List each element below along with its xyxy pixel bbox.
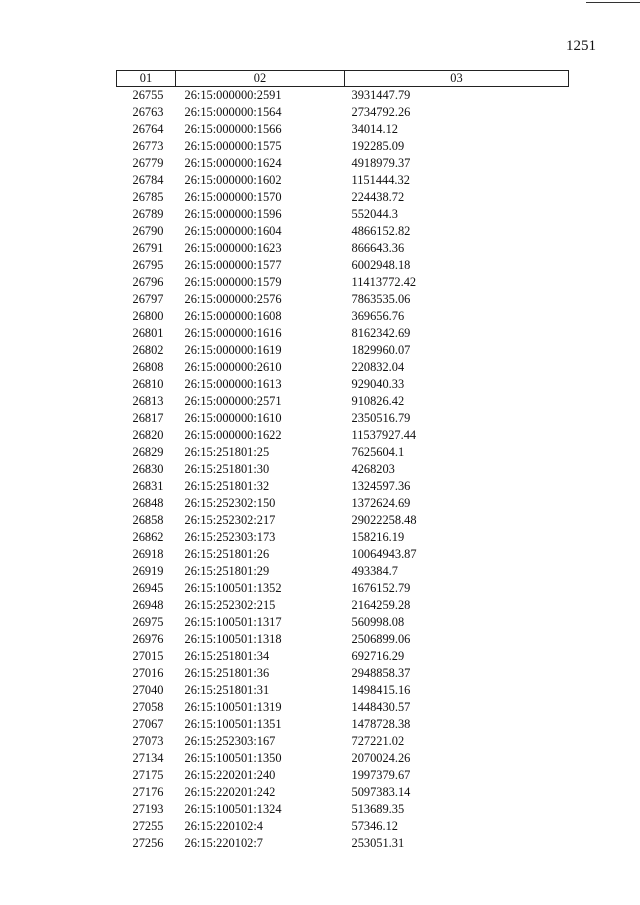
cell-value: 158216.19 (351, 530, 405, 544)
table-row (117, 444, 569, 461)
cell-cadastral-number: 26:15:251801:25 (184, 445, 270, 459)
cell-value: 57346.12 (351, 819, 398, 833)
cell-id: 26975 (132, 615, 164, 629)
table-row (117, 478, 569, 495)
cell-value: 1151444.32 (351, 173, 410, 187)
cell-cadastral-number: 26:15:100501:1318 (184, 632, 282, 646)
cell-value: 727221.02 (351, 734, 405, 748)
table-row (117, 784, 569, 801)
cell-cadastral-number: 26:15:251801:31 (184, 683, 270, 697)
cell-cadastral-number: 26:15:251801:34 (184, 649, 270, 663)
cell-cadastral-number: 26:15:000000:1577 (184, 258, 282, 272)
data-table (116, 70, 569, 852)
cell-cadastral-number: 26:15:252303:173 (184, 530, 276, 544)
cell-cadastral-number: 26:15:000000:1613 (184, 377, 282, 391)
cell-cadastral-number: 26:15:000000:1623 (184, 241, 282, 255)
cell-cadastral-number: 26:15:100501:1319 (184, 700, 282, 714)
cell-cadastral-number: 26:15:220102:7 (184, 836, 263, 850)
cell-id: 26831 (132, 479, 164, 493)
cell-value: 866643.36 (351, 241, 405, 255)
table-row (117, 648, 569, 665)
cell-value: 220832.04 (351, 360, 405, 374)
cell-id: 26790 (132, 224, 164, 238)
cell-value: 692716.29 (351, 649, 405, 663)
table-row (117, 665, 569, 682)
cell-value: 1448430.57 (351, 700, 411, 714)
cell-id: 26763 (132, 105, 164, 119)
table-row (117, 87, 569, 105)
cell-id: 26785 (132, 190, 164, 204)
cell-cadastral-number: 26:15:000000:2576 (184, 292, 282, 306)
cell-id: 27193 (132, 802, 164, 816)
table-row (117, 801, 569, 818)
cell-cadastral-number: 26:15:000000:2591 (184, 88, 282, 102)
cell-id: 26810 (132, 377, 164, 391)
cell-id: 26797 (132, 292, 164, 306)
table-row (117, 546, 569, 563)
cell-id: 26808 (132, 360, 164, 374)
cell-cadastral-number: 26:15:220102:4 (184, 819, 263, 833)
cell-cadastral-number: 26:15:100501:1351 (184, 717, 282, 731)
cell-value: 5097383.14 (351, 785, 411, 799)
table-row (117, 121, 569, 138)
cell-id: 27176 (132, 785, 164, 799)
table-header-row (117, 71, 569, 87)
table-row (117, 580, 569, 597)
cell-cadastral-number: 26:15:100501:1352 (184, 581, 282, 595)
cell-value: 493384.7 (351, 564, 398, 578)
table-row (117, 716, 569, 733)
cell-id: 27134 (132, 751, 164, 765)
cell-cadastral-number: 26:15:100501:1324 (184, 802, 282, 816)
cell-id: 27058 (132, 700, 164, 714)
cell-cadastral-number: 26:15:100501:1317 (184, 615, 282, 629)
cell-id: 27255 (132, 819, 164, 833)
table-row (117, 682, 569, 699)
cell-cadastral-number: 26:15:220201:240 (184, 768, 276, 782)
table-row (117, 512, 569, 529)
table-row (117, 563, 569, 580)
cell-cadastral-number: 26:15:000000:2571 (184, 394, 282, 408)
cell-value: 7863535.06 (351, 292, 411, 306)
cell-id: 26795 (132, 258, 164, 272)
table-row (117, 410, 569, 427)
cell-value: 2070024.26 (351, 751, 411, 765)
cell-id: 26918 (132, 547, 164, 561)
cell-value: 2734792.26 (351, 105, 411, 119)
cell-value: 1478728.38 (351, 717, 411, 731)
top-rule (586, 2, 640, 3)
cell-value: 2506899.06 (351, 632, 411, 646)
cell-value: 3931447.79 (351, 88, 411, 102)
cell-id: 26817 (132, 411, 164, 425)
cell-cadastral-number: 26:15:000000:1616 (184, 326, 282, 340)
cell-value: 2350516.79 (351, 411, 411, 425)
cell-value: 8162342.69 (351, 326, 411, 340)
cell-id: 27040 (132, 683, 164, 697)
cell-cadastral-number: 26:15:252302:150 (184, 496, 276, 510)
table-row (117, 257, 569, 274)
cell-value: 1324597.36 (351, 479, 411, 493)
cell-cadastral-number: 26:15:251801:36 (184, 666, 270, 680)
page-number: 1251 (566, 38, 596, 54)
table-row (117, 172, 569, 189)
cell-value: 560998.08 (351, 615, 405, 629)
cell-id: 26764 (132, 122, 164, 136)
table-row (117, 325, 569, 342)
cell-value: 513689.35 (351, 802, 405, 816)
table-row (117, 733, 569, 750)
table-row (117, 376, 569, 393)
cell-cadastral-number: 26:15:000000:2610 (184, 360, 282, 374)
cell-value: 34014.12 (351, 122, 398, 136)
table-row (117, 274, 569, 291)
cell-id: 26802 (132, 343, 164, 357)
cell-cadastral-number: 26:15:000000:1624 (184, 156, 282, 170)
table-row (117, 189, 569, 206)
cell-cadastral-number: 26:15:251801:26 (184, 547, 270, 561)
cell-id: 27015 (132, 649, 164, 663)
cell-cadastral-number: 26:15:252302:215 (184, 598, 276, 612)
table-row (117, 393, 569, 410)
cell-value: 6002948.18 (351, 258, 411, 272)
cell-cadastral-number: 26:15:251801:32 (184, 479, 270, 493)
table-row (117, 818, 569, 835)
cell-id: 27067 (132, 717, 164, 731)
cell-id: 26976 (132, 632, 164, 646)
cell-cadastral-number: 26:15:251801:30 (184, 462, 270, 476)
cell-value: 2948858.37 (351, 666, 411, 680)
cell-id: 27175 (132, 768, 164, 782)
cell-value: 11537927.44 (351, 428, 417, 442)
cell-cadastral-number: 26:15:000000:1619 (184, 343, 282, 357)
table-row (117, 461, 569, 478)
cell-cadastral-number: 26:15:000000:1602 (184, 173, 282, 187)
table-row (117, 699, 569, 716)
cell-value: 552044.3 (351, 207, 398, 221)
cell-id: 26813 (132, 394, 164, 408)
cell-cadastral-number: 26:15:000000:1596 (184, 207, 282, 221)
cell-cadastral-number: 26:15:000000:1622 (184, 428, 282, 442)
table-row (117, 206, 569, 223)
cell-id: 26829 (132, 445, 164, 459)
cell-cadastral-number: 26:15:251801:29 (184, 564, 270, 578)
table-row (117, 240, 569, 257)
cell-id: 26779 (132, 156, 164, 170)
table-row (117, 529, 569, 546)
cell-id: 26858 (132, 513, 164, 527)
cell-cadastral-number: 26:15:000000:1575 (184, 139, 282, 153)
cell-id: 26796 (132, 275, 164, 289)
cell-cadastral-number: 26:15:000000:1608 (184, 309, 282, 323)
column-header-02: 02 (176, 71, 345, 87)
table-body (117, 87, 569, 853)
table-row (117, 291, 569, 308)
cell-cadastral-number: 26:15:000000:1610 (184, 411, 282, 425)
table-row (117, 427, 569, 444)
table-row (117, 308, 569, 325)
cell-value: 1997379.67 (351, 768, 411, 782)
cell-id: 26848 (132, 496, 164, 510)
cell-value: 1829960.07 (351, 343, 411, 357)
cell-cadastral-number: 26:15:000000:1570 (184, 190, 282, 204)
cell-id: 27016 (132, 666, 164, 680)
table-row (117, 155, 569, 172)
cell-cadastral-number: 26:15:000000:1579 (184, 275, 282, 289)
cell-id: 26801 (132, 326, 164, 340)
cell-id: 26773 (132, 139, 164, 153)
cell-id: 26784 (132, 173, 164, 187)
cell-id: 26755 (132, 88, 164, 102)
cell-id: 26945 (132, 581, 164, 595)
cell-value: 1498415.16 (351, 683, 411, 697)
table-row (117, 495, 569, 512)
cell-id: 26948 (132, 598, 164, 612)
cell-value: 253051.31 (351, 836, 405, 850)
cell-value: 4268203 (351, 462, 395, 476)
cell-cadastral-number: 26:15:000000:1566 (184, 122, 282, 136)
cell-value: 192285.09 (351, 139, 405, 153)
cell-value: 7625604.1 (351, 445, 405, 459)
cell-value: 2164259.28 (351, 598, 411, 612)
cell-value: 4866152.82 (351, 224, 411, 238)
cell-value: 929040.33 (351, 377, 405, 391)
cell-id: 26830 (132, 462, 164, 476)
cell-cadastral-number: 26:15:252303:167 (184, 734, 276, 748)
cell-value: 369656.76 (351, 309, 405, 323)
cell-id: 26919 (132, 564, 164, 578)
cell-cadastral-number: 26:15:252302:217 (184, 513, 276, 527)
cell-id: 26800 (132, 309, 164, 323)
cell-id: 27256 (132, 836, 164, 850)
cell-value: 29022258.48 (351, 513, 417, 527)
cell-value: 4918979.37 (351, 156, 411, 170)
cell-id: 27073 (132, 734, 164, 748)
table-row (117, 342, 569, 359)
table-row (117, 750, 569, 767)
column-header-03: 03 (345, 71, 569, 87)
table-row (117, 223, 569, 240)
cell-value: 1676152.79 (351, 581, 411, 595)
table-row (117, 104, 569, 121)
cell-id: 26862 (132, 530, 164, 544)
table-row (117, 138, 569, 155)
cell-value: 224438.72 (351, 190, 405, 204)
table-row (117, 631, 569, 648)
table-row (117, 767, 569, 784)
cell-id: 26789 (132, 207, 164, 221)
cell-id: 26791 (132, 241, 164, 255)
table-row (117, 835, 569, 852)
cell-value: 10064943.87 (351, 547, 417, 561)
table-row (117, 597, 569, 614)
table-row (117, 614, 569, 631)
cell-cadastral-number: 26:15:000000:1604 (184, 224, 282, 238)
cell-value: 1372624.69 (351, 496, 411, 510)
cell-value: 11413772.42 (351, 275, 417, 289)
column-header-01: 01 (117, 71, 176, 87)
cell-cadastral-number: 26:15:000000:1564 (184, 105, 282, 119)
cell-cadastral-number: 26:15:100501:1350 (184, 751, 282, 765)
cell-id: 26820 (132, 428, 164, 442)
table-row (117, 359, 569, 376)
cell-value: 910826.42 (351, 394, 405, 408)
cell-cadastral-number: 26:15:220201:242 (184, 785, 276, 799)
